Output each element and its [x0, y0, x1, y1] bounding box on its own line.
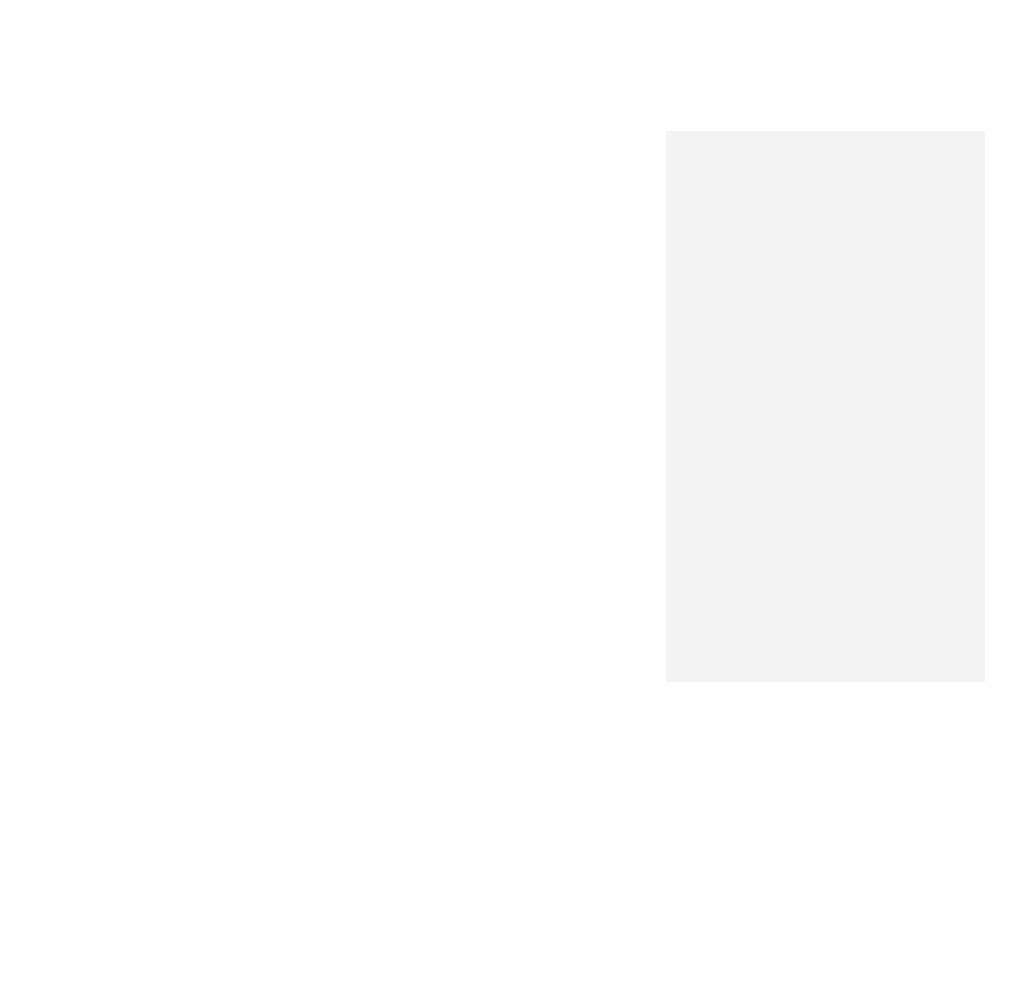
- domain-info-panel: [666, 131, 985, 682]
- strengths-strand-graphic: [0, 0, 1034, 110]
- panel-intro: [685, 147, 967, 199]
